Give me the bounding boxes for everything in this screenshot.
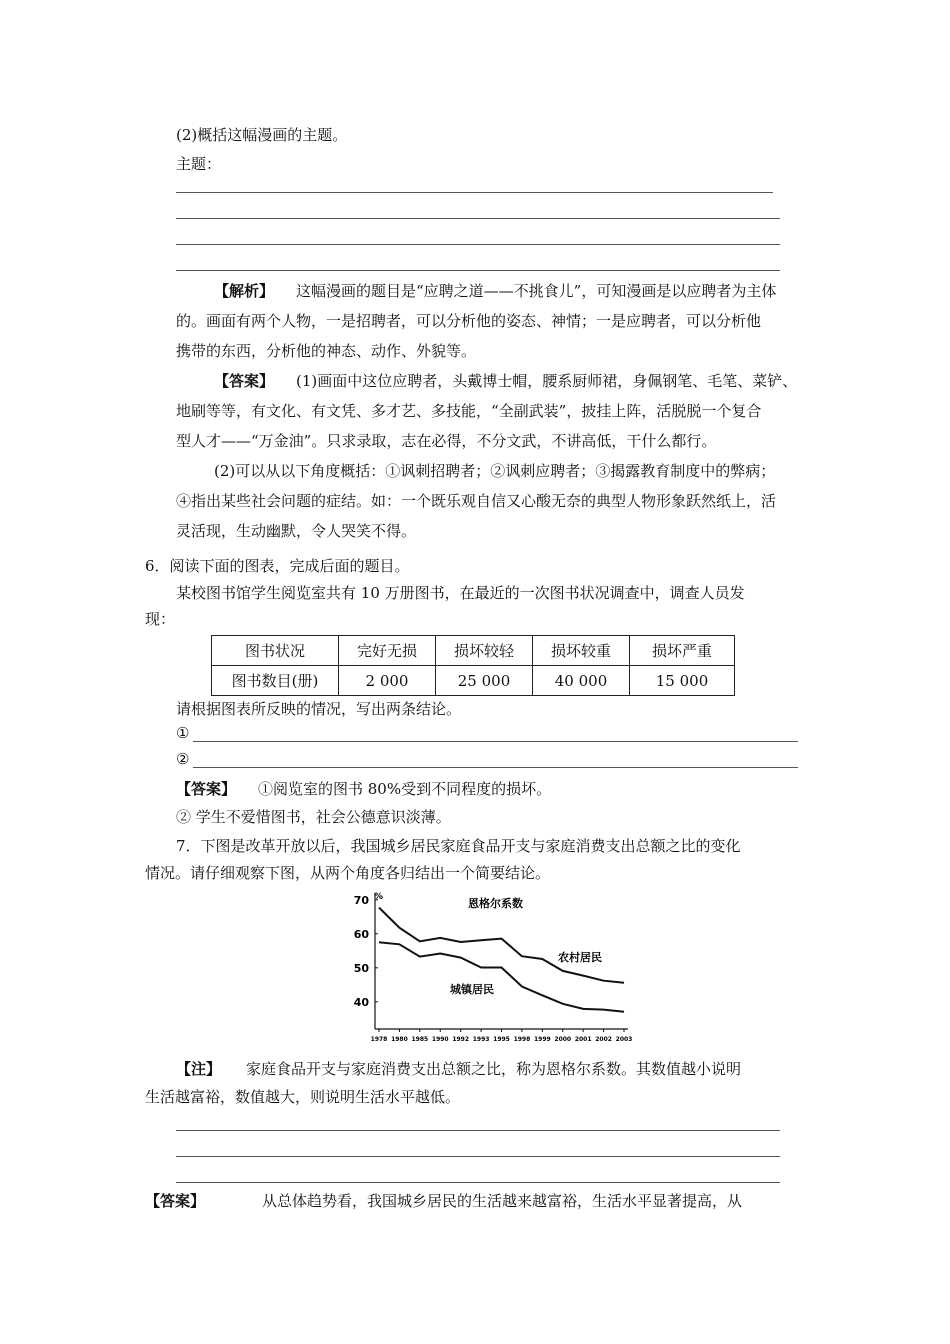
table-cell: 图书数目(册): [212, 666, 339, 696]
y-tick-label: 50: [353, 961, 369, 975]
analysis-line-1: 这幅漫画的题目是“应聘之道——不挑食儿”，可知漫画是以应聘者为主体: [296, 282, 777, 300]
table-cell: 损坏严重: [630, 636, 735, 666]
q6-answer-1: ①阅览室的图书 80%受到不同程度的损坏。: [258, 780, 552, 798]
y-tick-label: 60: [353, 927, 369, 941]
q7-note-2: 生活越富裕，数值越大，则说明生活水平越低。: [145, 1088, 461, 1106]
series-line: [379, 908, 624, 983]
q6-answer-tag: 【答案】: [176, 780, 237, 798]
q6-blank-2-marker: ②: [176, 750, 190, 768]
q5-theme-label: 主题：: [176, 155, 222, 173]
series-label: 城镇居民: [450, 983, 494, 996]
answer-line-1: (1)画面中这位应聘者，头戴博士帽，腰系厨师裙，身佩钢笔、毛笔、菜铲、: [296, 372, 798, 390]
analysis-line-3: 携带的东西，分析他的神态、动作、外貌等。: [176, 342, 477, 360]
x-tick-label: 1978: [370, 1036, 388, 1043]
x-tick-label: 2002: [595, 1036, 612, 1043]
book-status-table: [211, 635, 735, 696]
answer-line-5: ④指出某些社会问题的症结。如：一个既乐观自信又心酸无奈的典型人物形象跃然纸上，活: [176, 492, 777, 510]
x-tick-label: 1990: [431, 1036, 449, 1043]
table-cell: 15 000: [630, 666, 735, 696]
table-row: [212, 666, 735, 696]
q5-sub2: (2)概括这幅漫画的主题。: [176, 126, 348, 144]
x-tick-label: 1998: [513, 1036, 531, 1043]
answer-line: [176, 218, 780, 219]
y-tick-label: 70: [353, 893, 369, 907]
q7-title-1: 7．下图是改革开放以后，我国城乡居民家庭食品开支与家庭消费支出总额之比的变化: [176, 837, 741, 855]
x-tick-label: 1999: [533, 1036, 551, 1043]
engel-coefficient-chart: [340, 885, 650, 1047]
q7-title-2: 情况。请仔细观察下图，从两个角度各归结出一个简要结论。: [145, 864, 551, 882]
x-tick-label: 1995: [493, 1036, 510, 1043]
answer-line: [176, 270, 780, 271]
x-tick-label: 2000: [554, 1036, 572, 1043]
q7-answer-line: 从总体趋势看，我国城乡居民的生活越来越富裕，生活水平显著提高，从: [262, 1192, 743, 1210]
x-tick-label: 2001: [574, 1036, 592, 1043]
analysis-line-2: 的。画面有两个人物，一是招聘者，可以分析他的姿态、神情；一是应聘者，可以分析他: [176, 312, 762, 330]
answer-line: [176, 244, 780, 245]
x-tick-label: 1992: [452, 1036, 470, 1043]
x-tick-label: 1985: [411, 1036, 429, 1043]
x-tick-label: 2003: [615, 1036, 633, 1043]
table-cell: 25 000: [436, 666, 533, 696]
table-cell: 损坏较轻: [436, 636, 533, 666]
q6-answer-2: ② 学生不爱惜图书，社会公德意识淡薄。: [176, 808, 451, 826]
table-header-row: [212, 636, 735, 666]
answer-line: [176, 192, 773, 193]
series-label: 农村居民: [558, 951, 602, 964]
table-cell: 40 000: [533, 666, 630, 696]
y-tick-label: 40: [353, 995, 369, 1009]
q7-note-1: 家庭食品开支与家庭消费支出总额之比，称为恩格尔系数。其数值越小说明: [246, 1060, 742, 1078]
q6-intro-2: 现：: [145, 610, 176, 628]
answer-line: [193, 741, 798, 742]
table-cell: 完好无损: [339, 636, 436, 666]
x-tick-label: 1993: [472, 1036, 490, 1043]
answer-line: [193, 767, 798, 768]
answer-line-6: 灵活现，生动幽默，令人哭笑不得。: [176, 522, 417, 540]
q6-title: 6．阅读下面的图表，完成后面的题目。: [145, 557, 410, 575]
table-cell: 图书状况: [212, 636, 339, 666]
q7-note-tag: 【注】: [176, 1060, 222, 1078]
answer-tag: 【答案】: [214, 372, 275, 390]
q6-prompt: 请根据图表所反映的情况，写出两条结论。: [176, 700, 462, 718]
answer-line: [176, 1156, 780, 1157]
answer-line: [176, 1182, 780, 1183]
analysis-tag: 【解析】: [214, 282, 275, 300]
answer-line-4: (2)可以从以下角度概括：①讽刺招聘者；②讽刺应聘者；③揭露教育制度中的弊病；: [214, 462, 776, 480]
q7-answer-tag: 【答案】: [145, 1192, 206, 1210]
y-axis-unit: %: [374, 892, 384, 902]
x-tick-label: 1980: [391, 1036, 408, 1043]
q6-intro-1: 某校图书馆学生阅览室共有 10 万册图书，在最近的一次图书状况调查中，调查人员发: [176, 584, 745, 602]
table-cell: 损坏较重: [533, 636, 630, 666]
chart-title: 恩格尔系数: [468, 897, 523, 910]
table-cell: 2 000: [339, 666, 436, 696]
answer-line: [176, 1130, 780, 1131]
q6-blank-1-marker: ①: [176, 724, 190, 742]
answer-line-2: 地刷等等，有文化、有文凭、多才艺、多技能，“全副武装”，披挂上阵，活脱脱一个复合: [176, 402, 762, 420]
answer-line-3: 型人才——“万金油”。只求录取，志在必得，不分文武，不讲高低，干什么都行。: [176, 432, 717, 450]
